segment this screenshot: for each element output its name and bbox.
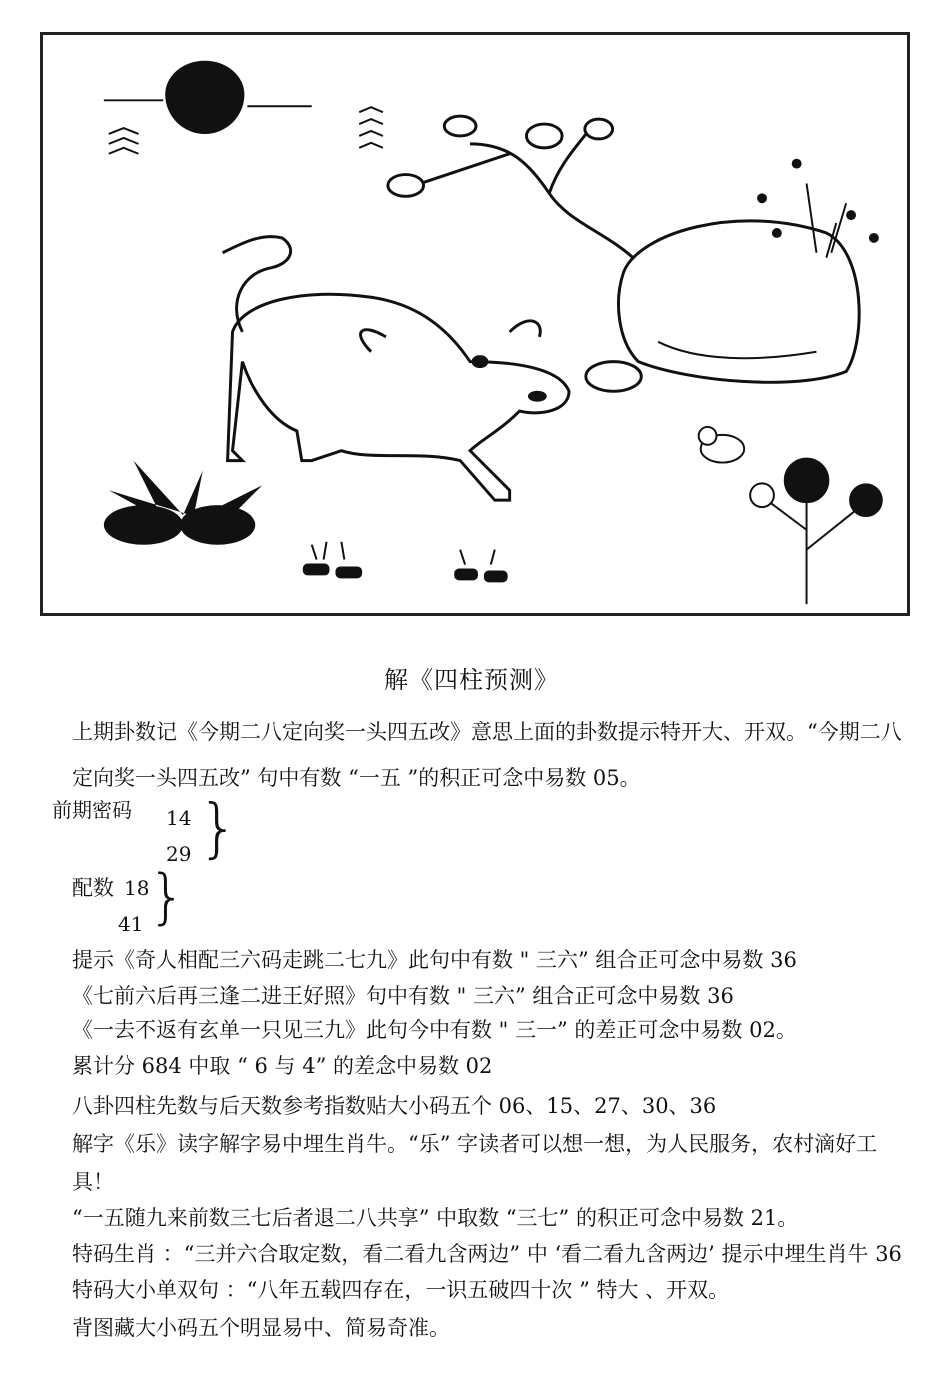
ox-scene-drawing	[43, 35, 907, 613]
pair-label: 配数	[72, 876, 114, 900]
text-line-4: 累计分 684 中取 “ 6 与 4” 的差念中易数 02	[72, 1054, 493, 1078]
text-line-11: 背图藏大小码五个明显易中、简易奇准。	[72, 1316, 450, 1340]
pair-number-2: 41	[118, 912, 144, 936]
text-line-1: 提示《奇人相配三六码走跳二七九》此句中有数 " 三六” 组合正可念中易数 36	[72, 948, 797, 972]
text-line-6: 解字《乐》读字解字易中埋生肖牛。“乐” 字读者可以想一想，为人民服务，农村滴好工	[72, 1132, 878, 1156]
para1-line2: 定向奖一头四五改” 句中有数 “一五 ”的积正可念中易数 05。	[72, 766, 641, 790]
flower-icon	[750, 459, 882, 604]
prev-code-number-1: 14	[166, 806, 192, 830]
chick-icon	[699, 427, 745, 463]
pair-brace: }	[148, 862, 187, 932]
page-title: 解《四柱预测》	[384, 666, 559, 694]
ground-detail-icon	[304, 542, 507, 582]
text-line-9: 特码生肖 ：“三并六合取定数，看二看九含两边” 中 ‘看二看九含两边’ 提示中埋生肖牛 36	[72, 1242, 902, 1266]
prev-code-label: 前期密码	[52, 798, 132, 822]
stone-icon	[586, 362, 641, 392]
rock-icon	[619, 159, 879, 383]
text-line-2: 《七前六后再三逢二进王好照》句中有数 " 三六” 组合正可念中易数 36	[72, 984, 734, 1008]
bush-icon	[104, 461, 262, 545]
prev-code-brace: }	[198, 792, 239, 866]
prev-code-number-2: 29	[166, 842, 192, 866]
ox-icon	[223, 237, 569, 501]
pair-number-1: 18	[124, 876, 150, 900]
text-line-8: “一五随九来前数三七后者退二八共享” 中取数 “三七” 的积正可念中易数 21。	[72, 1206, 799, 1230]
text-line-7: 具！	[72, 1170, 114, 1194]
text-line-3: 《一去不返有玄单一只见三九》此句今中有数 " 三一” 的差正可念中易数 02。	[72, 1018, 797, 1042]
illustration-ox-scene	[40, 32, 910, 616]
branch-icon	[388, 116, 638, 262]
sun-icon	[104, 61, 383, 154]
text-line-10: 特码大小单双句 ：“八年五载四存在，一识五破四十次 ” 特大 、开双。	[72, 1278, 730, 1302]
text-line-5: 八卦四柱先数与后天数参考指数贴大小码五个 06、15、27、30、36	[72, 1094, 717, 1118]
para1-line1: 上期卦数记《今期二八定向奖一头四五改》意思上面的卦数提示特开大、开双。“今期二八	[72, 720, 902, 744]
